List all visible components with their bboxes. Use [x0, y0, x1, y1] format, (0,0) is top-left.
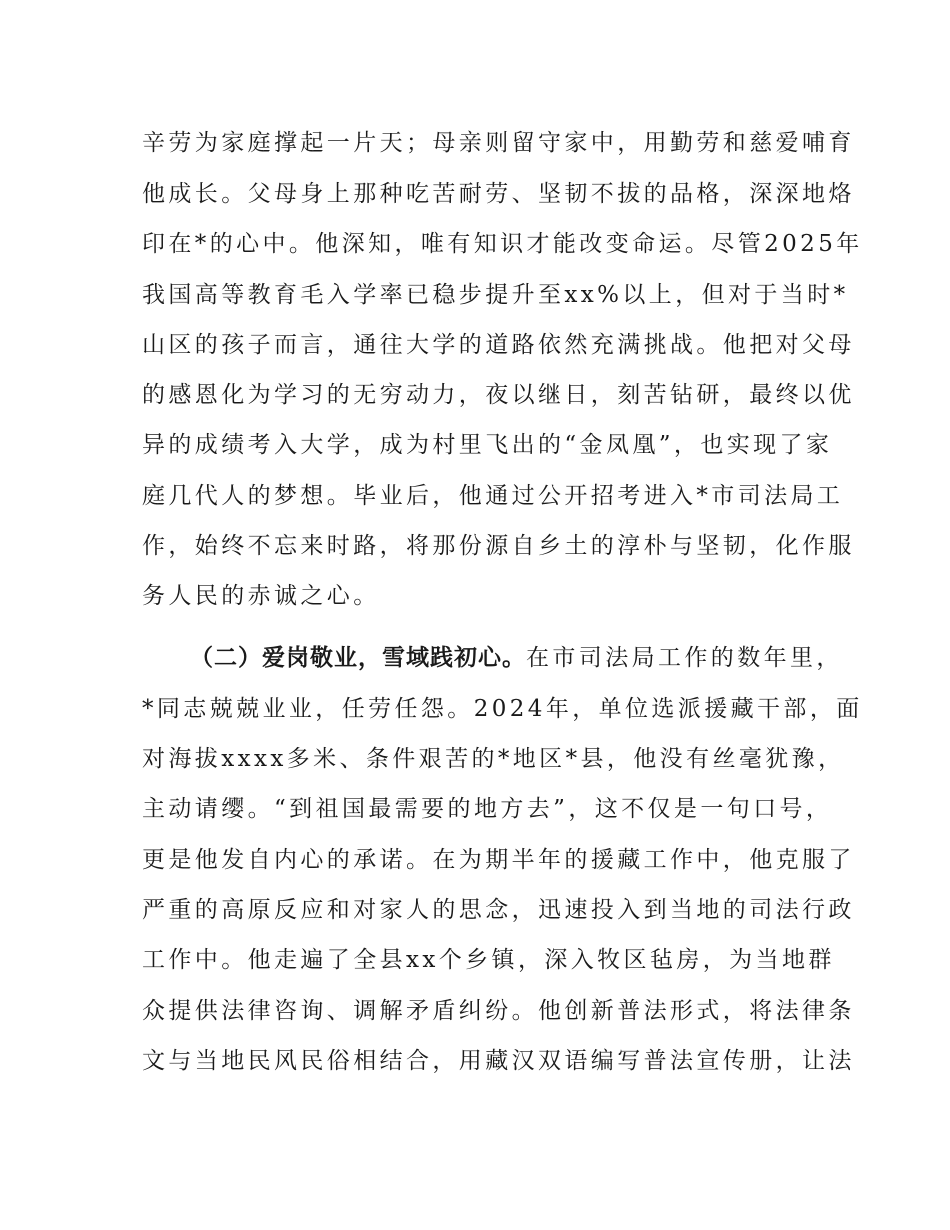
p2-line-8: 众提供法律咨询、调解矛盾纠纷。他创新普法形式，将法律条 — [142, 998, 855, 1024]
p1-line-2: 他成长。父母身上那种吃苦耐劳、坚韧不拔的品格，深深地烙 — [142, 181, 855, 207]
p1-line-9: 作，始终不忘来时路，将那份源自乡土的淳朴与坚韧，化作服 — [142, 533, 855, 559]
p2-line-9: 文与当地民风民俗相结合，用藏汉双语编写普法宣传册，让法 — [142, 1048, 855, 1074]
section-heading: （二）爱岗敬业，雪域践初心。 — [190, 645, 526, 671]
p2-line-5: 更是他发自内心的承诺。在为期半年的援藏工作中，他克服了 — [142, 847, 855, 873]
p1-line-7: 异的成绩考入大学，成为村里飞出的“金凤凰”，也实现了家 — [142, 432, 833, 458]
p2-line-4: 主动请缨。“到祖国最需要的地方去”，这不仅是一句口号， — [142, 796, 833, 822]
p2-line-2: *同志兢兢业业，任劳任怨。2024年，单位选派援藏干部，面 — [142, 696, 863, 722]
p1-line-4: 我国高等教育毛入学率已稳步提升至xx%以上，但对于当时* — [142, 282, 849, 308]
p1-line-6: 的感恩化为学习的无穷动力，夜以继日，刻苦钻研，最终以优 — [142, 382, 855, 408]
p1-line-1: 辛劳为家庭撑起一片天；母亲则留守家中，用勤劳和慈爱哺育 — [142, 130, 855, 156]
p1-line-8: 庭几代人的梦想。毕业后，他通过公开招考进入*市司法局工 — [142, 483, 844, 509]
p1-line-5: 山区的孩子而言，通往大学的道路依然充满挑战。他把对父母 — [142, 332, 855, 358]
p2-line-1-rest: 在市司法局工作的数年里， — [526, 645, 843, 671]
p2-line-6: 严重的高原反应和对家人的思念，迅速投入到当地的司法行政 — [142, 897, 855, 923]
p2-line-3: 对海拔xxxx多米、条件艰苦的*地区*县，他没有丝毫犹豫， — [142, 746, 845, 772]
p2-first-line — [190, 643, 843, 673]
p1-line-10: 务人民的赤诚之心。 — [142, 583, 380, 609]
p1-line-3: 印在*的心中。他深知，唯有知识才能改变命运。尽管2025年 — [142, 231, 863, 257]
p2-line-7: 工作中。他走遍了全县xx个乡镇，深入牧区毡房，为当地群 — [142, 947, 835, 973]
